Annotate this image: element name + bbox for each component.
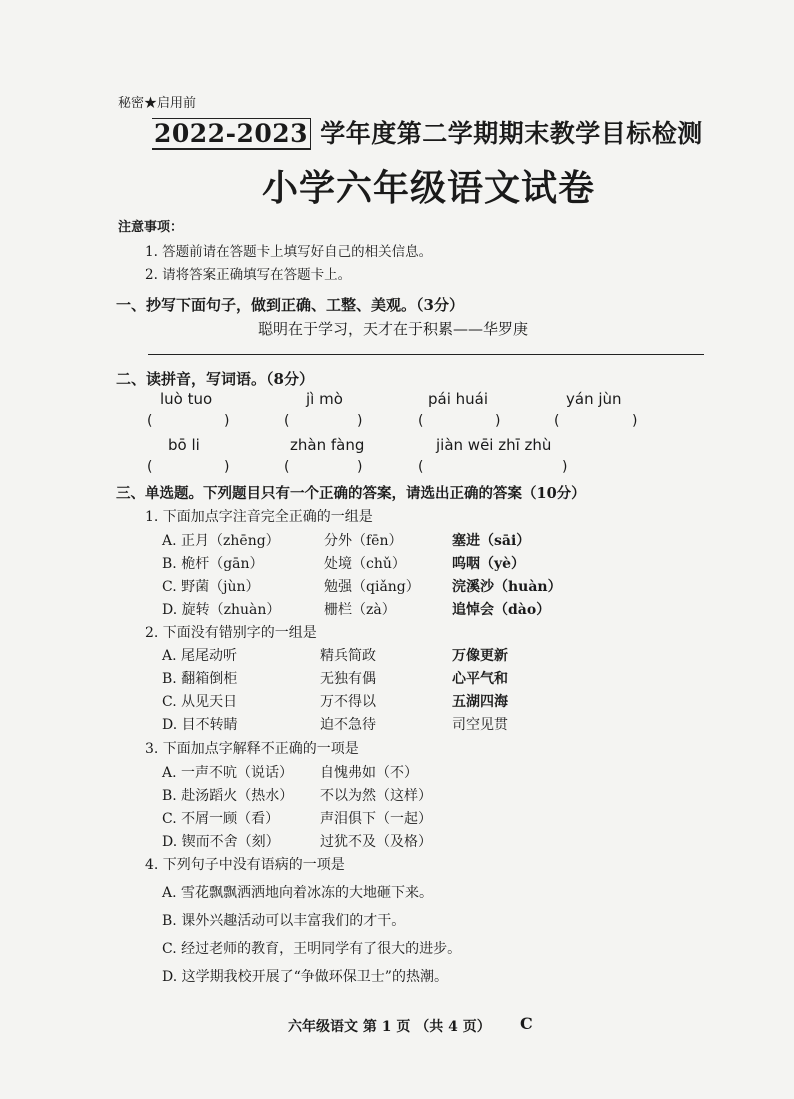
- option-text: C. 不屑一顾（看）: [162, 811, 280, 827]
- section3-heading: 三、单选题。下列题目只有一个正确的答案，请选出正确的答案（10分）: [116, 485, 586, 502]
- answer-paren-close: ): [224, 459, 230, 475]
- answer-paren-open: (: [418, 459, 424, 475]
- exam-title-text: 学年度第二学期期末教学目标检测: [320, 119, 703, 148]
- pinyin: bō li: [168, 436, 200, 454]
- answer-paren-close: ): [357, 459, 363, 475]
- page-footer: 六年级语文 第 1 页 （共 4 页）: [288, 1019, 491, 1035]
- question-2-stem: 2. 下面没有错别字的一组是: [145, 625, 317, 641]
- option-text: 万不得以: [320, 694, 376, 710]
- option-text: 自愧弗如（不）: [320, 765, 418, 781]
- option-text: A. 雪花飘飘洒洒地向着冰冻的大地砸下来。: [162, 885, 434, 901]
- confidential-label: 秘密★启用前: [118, 96, 197, 111]
- writing-line: [148, 354, 704, 355]
- pinyin: jiàn wēi zhī zhù: [436, 436, 552, 454]
- option-text: 塞进（sāi）: [452, 533, 531, 549]
- option-text: B. 赴汤蹈火（热水）: [162, 788, 294, 804]
- option-text: 勉强（qiǎng）: [324, 579, 420, 595]
- paper-title: 小学六年级语文试卷: [262, 167, 596, 209]
- pinyin: zhàn fàng: [290, 436, 365, 454]
- option-text: A. 尾尾动听: [162, 648, 238, 664]
- section1-heading: 一、抄写下面句子，做到正确、工整、美观。（3分）: [116, 296, 464, 314]
- option-text: 五湖四海: [452, 694, 508, 710]
- option-text: 万像更新: [452, 648, 508, 664]
- answer-paren-open: (: [147, 413, 153, 429]
- option-text: A. 正月（zhēng）: [162, 533, 280, 549]
- answer-paren-close: ): [562, 459, 568, 475]
- option-text: 无独有偶: [320, 671, 376, 687]
- answer-paren-open: (: [284, 413, 290, 429]
- option-text: B. 课外兴趣活动可以丰富我们的才干。: [162, 913, 406, 929]
- paper-version: C: [520, 1014, 533, 1033]
- option-text: D. 目不转睛: [162, 717, 238, 733]
- question-4-stem: 4. 下列句子中没有语病的一项是: [145, 857, 345, 873]
- answer-paren-close: ): [495, 413, 501, 429]
- answer-paren-close: ): [357, 413, 363, 429]
- option-text: 心平气和: [452, 671, 508, 687]
- question-1-stem: 1. 下面加点字注音完全正确的一组是: [145, 509, 373, 525]
- section2-heading: 二、读拼音，写词语。（8分）: [116, 370, 314, 388]
- notes-heading: 注意事项：: [118, 220, 184, 235]
- exam-title: [152, 114, 703, 150]
- option-text: D. 锲而不舍（刻）: [162, 834, 280, 850]
- option-text: 司空见贯: [452, 717, 508, 733]
- option-text: A. 一声不吭（说话）: [162, 765, 294, 781]
- option-text: 精兵简政: [320, 648, 376, 664]
- pinyin: pái huái: [428, 390, 489, 408]
- option-text: 浣溪沙（huàn）: [452, 579, 562, 595]
- option-text: D. 这学期我校开展了“争做环保卫士”的热潮。: [162, 969, 448, 985]
- option-text: C. 野菌（jùn）: [162, 579, 260, 595]
- option-text: 分外（fēn）: [324, 533, 403, 549]
- option-text: 处境（chǔ）: [324, 556, 406, 572]
- option-text: 迫不急待: [320, 717, 376, 733]
- question-3-stem: 3. 下面加点字解释不正确的一项是: [145, 741, 359, 757]
- pinyin: yán jùn: [566, 390, 622, 408]
- note-item: 2. 请将答案正确填写在答题卡上。: [145, 267, 352, 283]
- school-year: 2022-2023: [152, 118, 311, 150]
- pinyin: jì mò: [306, 390, 343, 408]
- option-text: B. 桅杆（gān）: [162, 556, 264, 572]
- option-text: B. 翻箱倒柜: [162, 671, 238, 687]
- option-text: 栅栏（zà）: [324, 602, 396, 618]
- pinyin: luò tuo: [160, 390, 213, 408]
- option-text: 追悼会（dào）: [452, 602, 551, 618]
- answer-paren-close: ): [224, 413, 230, 429]
- option-text: 声泪俱下（一起）: [320, 811, 432, 827]
- answer-paren-close: ): [632, 413, 638, 429]
- answer-paren-open: (: [554, 413, 560, 429]
- option-text: 不以为然（这样）: [320, 788, 432, 804]
- copy-sentence: 聪明在于学习，天才在于积累——华罗庚: [258, 320, 529, 338]
- option-text: C. 经过老师的教育，王明同学有了很大的进步。: [162, 941, 462, 957]
- option-text: D. 旋转（zhuàn）: [162, 602, 281, 618]
- option-text: 过犹不及（及格）: [320, 834, 432, 850]
- option-text: 呜咽（yè）: [452, 556, 526, 572]
- option-text: C. 从见天日: [162, 694, 238, 710]
- answer-paren-open: (: [284, 459, 290, 475]
- answer-paren-open: (: [147, 459, 153, 475]
- note-item: 1. 答题前请在答题卡上填写好自己的相关信息。: [145, 244, 433, 260]
- answer-paren-open: (: [418, 413, 424, 429]
